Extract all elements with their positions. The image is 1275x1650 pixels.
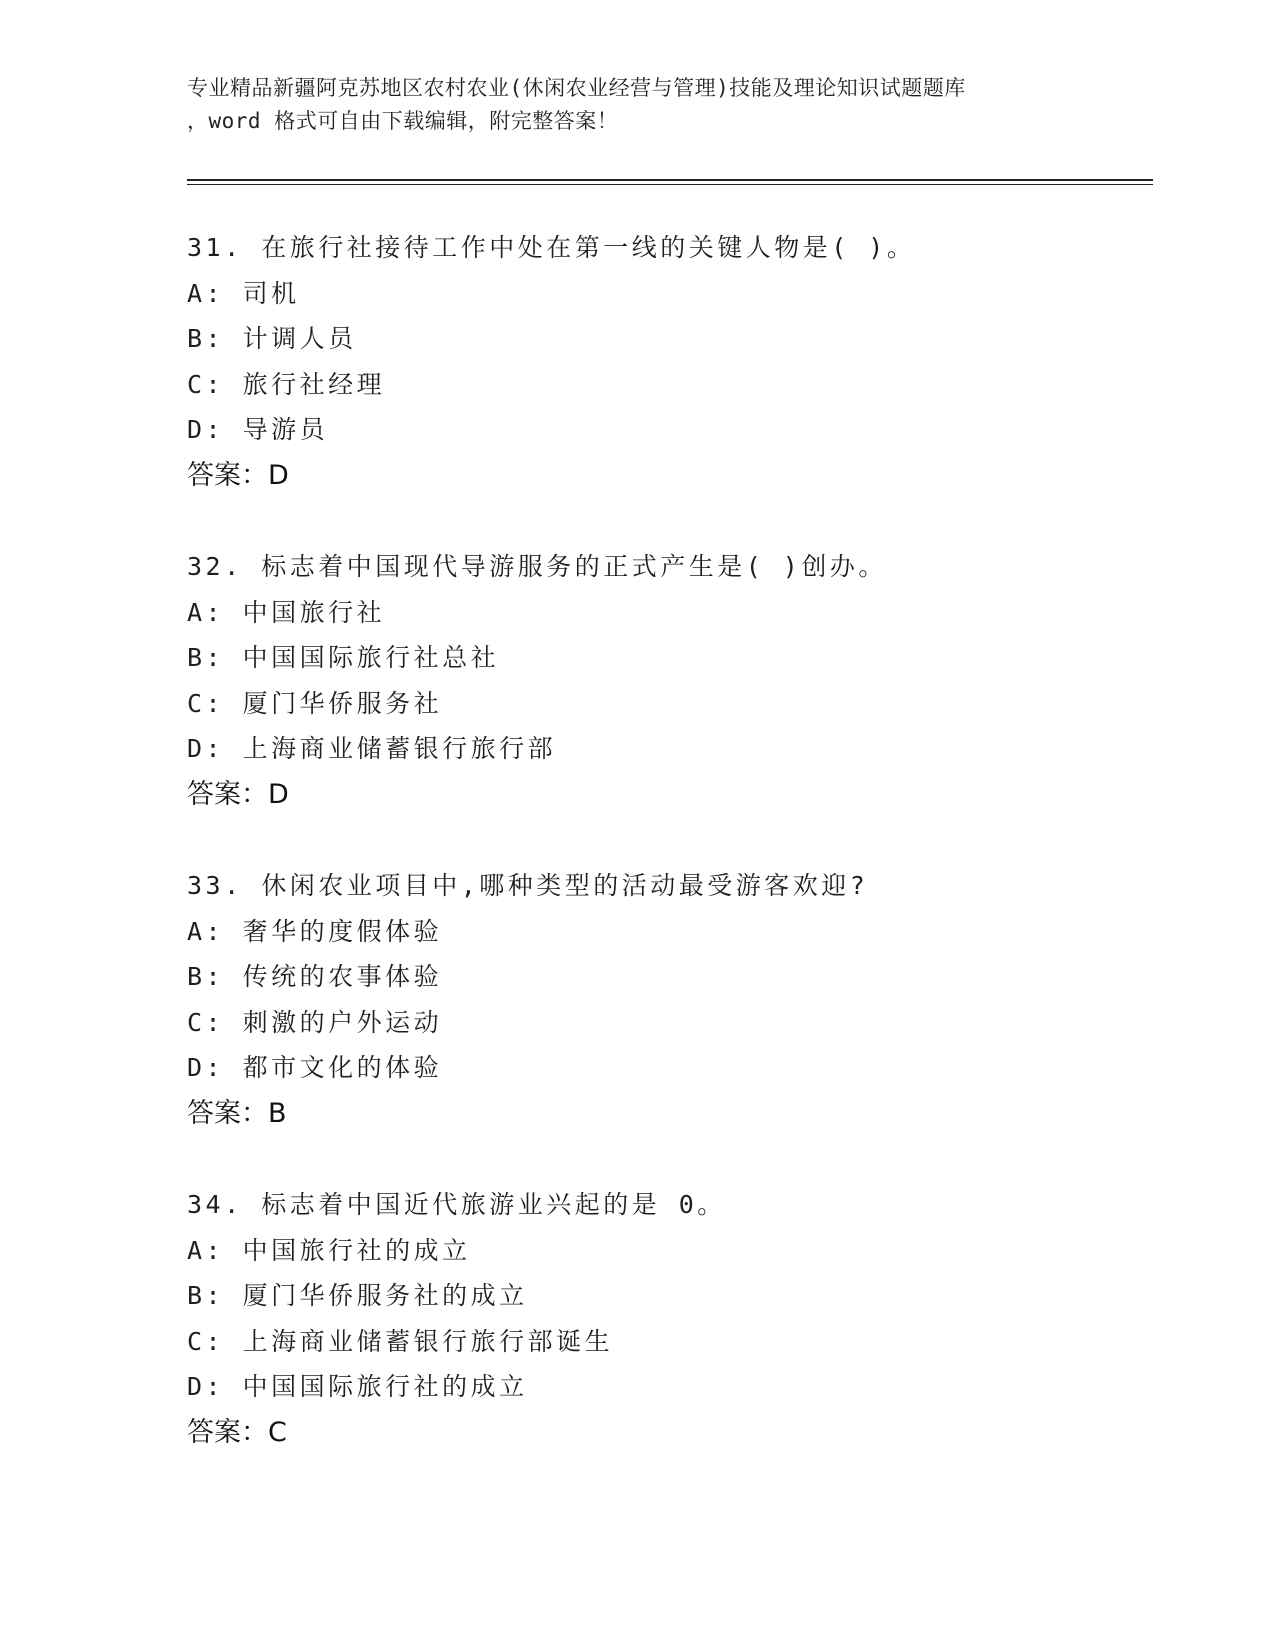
document-header: [187, 72, 1107, 138]
option-d: D: 中国国际旅行社的成立: [187, 1372, 528, 1401]
header-divider-thick: [187, 179, 1153, 181]
question-33: [187, 863, 1147, 1136]
question-stem: 34. 标志着中国近代旅游业兴起的是 0。: [187, 1190, 726, 1219]
answer-label: 答案：C: [187, 1416, 287, 1448]
option-b: B: 中国国际旅行社总社: [187, 643, 500, 672]
header-divider-thin: [187, 184, 1153, 185]
question-stem: 32. 标志着中国现代导游服务的正式产生是( )创办。: [187, 552, 887, 581]
option-c: C: 厦门华侨服务社: [187, 688, 443, 718]
header-title-line-2: ，word 格式可自由下载编辑，附完整答案！: [187, 109, 619, 133]
option-a: A: 司机: [187, 278, 300, 308]
answer-label: 答案：B: [187, 1097, 287, 1129]
option-b: B: 厦门华侨服务社的成立: [187, 1281, 528, 1310]
question-stem: 31. 在旅行社接待工作中处在第一线的关键人物是( )。: [187, 233, 916, 262]
question-31: [187, 225, 1147, 498]
question-stem: 33. 休闲农业项目中,哪种类型的活动最受游客欢迎?: [187, 871, 869, 900]
option-c: C: 刺激的户外运动: [187, 1007, 443, 1037]
option-a: A: 中国旅行社: [187, 597, 386, 627]
option-b: B: 传统的农事体验: [187, 962, 443, 991]
answer-label: 答案：D: [187, 778, 289, 810]
option-c: C: 旅行社经理: [187, 369, 386, 399]
question-32: [187, 544, 1147, 817]
answer-label: 答案：D: [187, 459, 289, 491]
option-c: C: 上海商业储蓄银行旅行部诞生: [187, 1326, 614, 1356]
option-d: D: 都市文化的体验: [187, 1053, 443, 1082]
question-34: [187, 1182, 1147, 1455]
option-b: B: 计调人员: [187, 324, 357, 353]
option-d: D: 导游员: [187, 415, 329, 444]
option-a: A: 中国旅行社的成立: [187, 1235, 471, 1265]
option-d: D: 上海商业储蓄银行旅行部: [187, 734, 557, 763]
header-title-line-1: 专业精品新疆阿克苏地区农村农业(休闲农业经营与管理)技能及理论知识试题题库: [187, 76, 966, 100]
option-a: A: 奢华的度假体验: [187, 916, 443, 946]
